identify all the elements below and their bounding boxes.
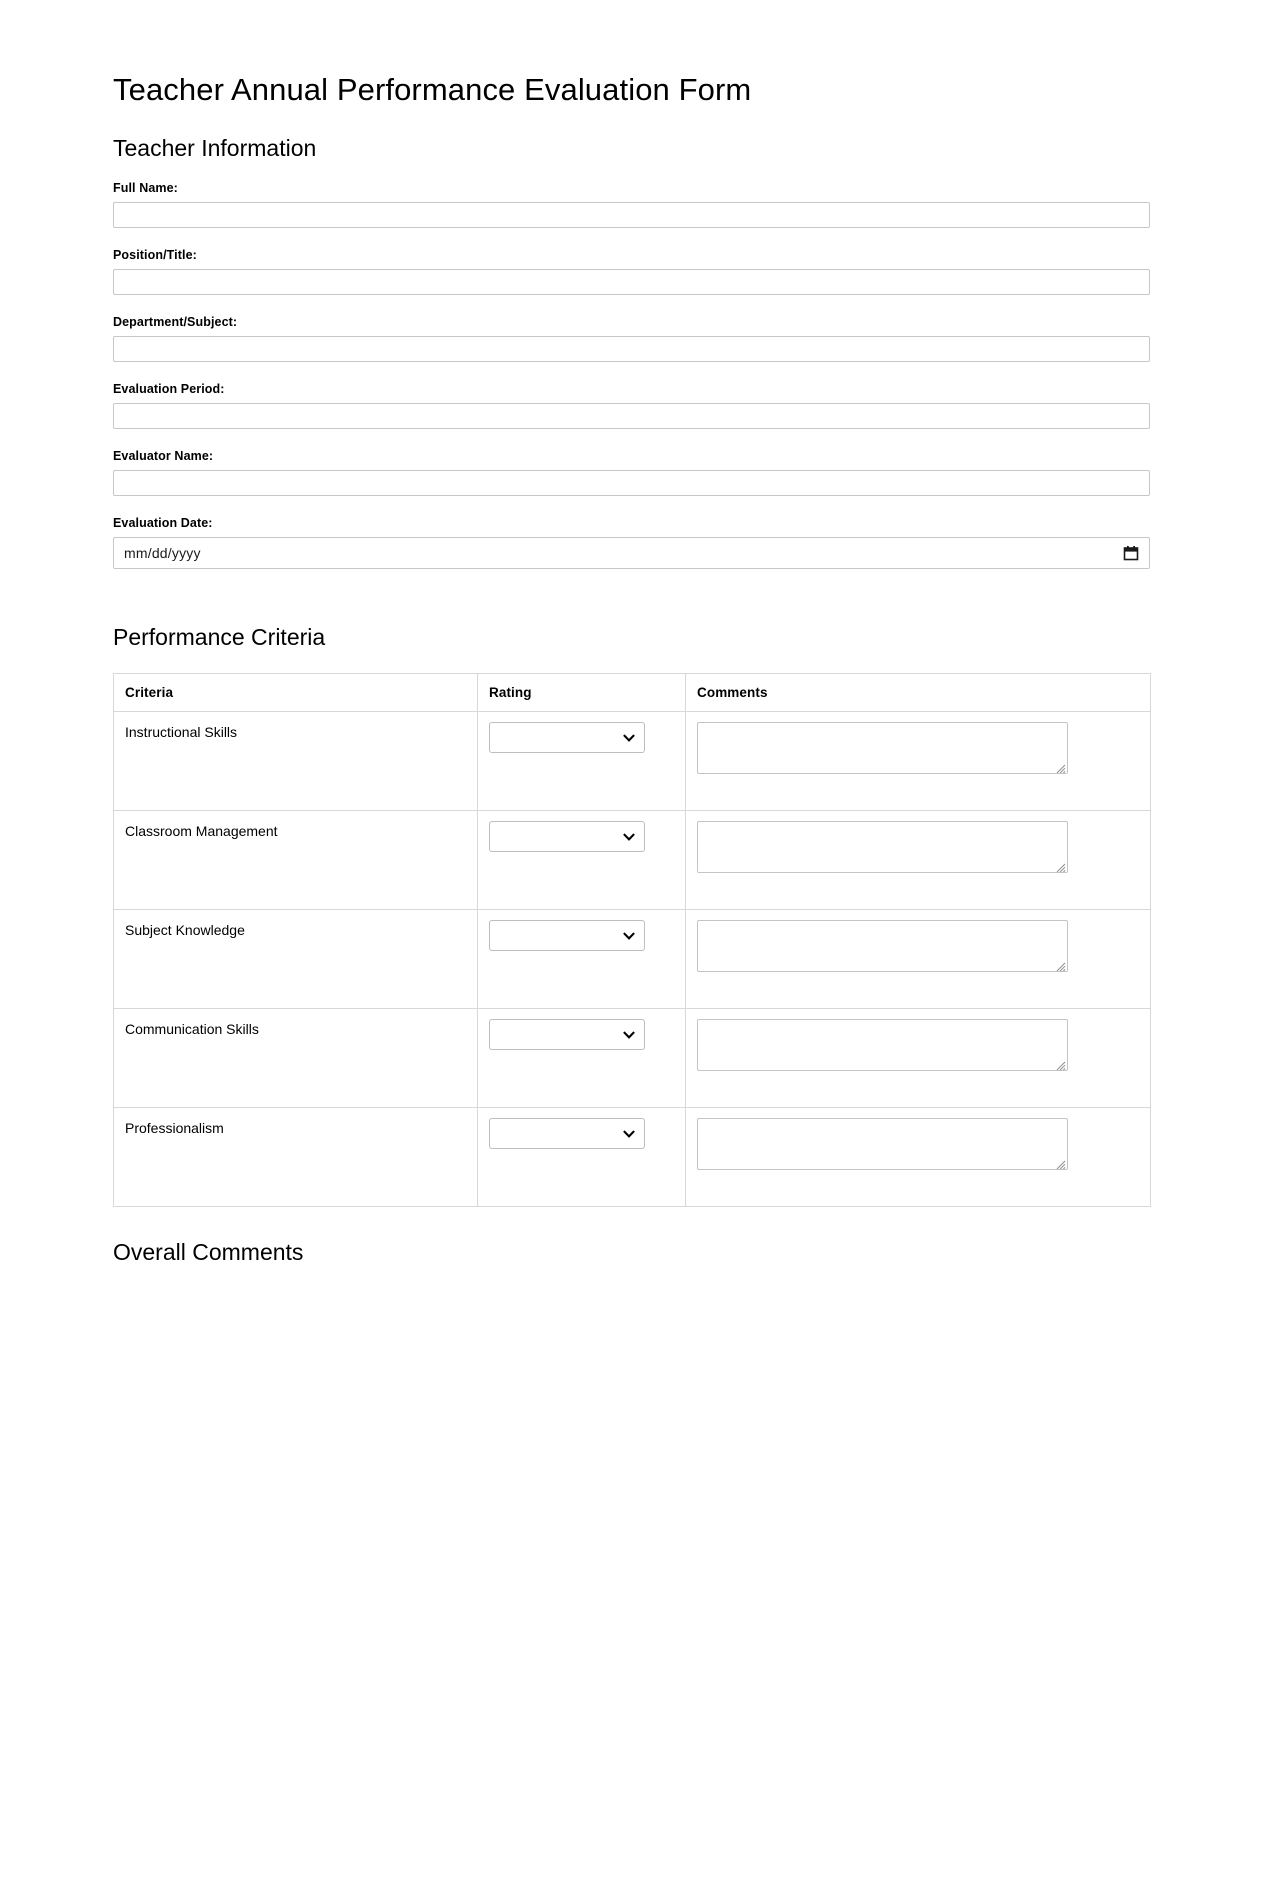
section-heading-overall-comments: Overall Comments — [113, 1238, 304, 1265]
date-placeholder-text: mm/dd/yyyy — [124, 545, 201, 562]
table-row — [114, 1008, 1151, 1107]
label-department-subject: Department/Subject: — [113, 315, 238, 330]
criteria-label-professionalism: Professionalism — [114, 1107, 478, 1206]
resize-grip-icon[interactable] — [1055, 860, 1066, 871]
page-title: Teacher Annual Performance Evaluation Form — [113, 72, 752, 107]
overall-comments-section — [113, 1239, 1150, 1265]
comments-cell — [686, 810, 1151, 909]
full-name-input[interactable] — [113, 202, 1150, 228]
column-header-comments: Comments — [686, 673, 1151, 711]
label-evaluator-name: Evaluator Name: — [113, 449, 214, 464]
rating-select-instructional-skills[interactable] — [489, 722, 645, 753]
comments-textarea-instructional-skills[interactable] — [697, 722, 1068, 774]
comments-cell — [686, 1107, 1151, 1206]
rating-cell — [478, 711, 686, 810]
comments-cell — [686, 909, 1151, 1008]
criteria-label-subject-knowledge: Subject Knowledge — [114, 909, 478, 1008]
rating-select-professionalism[interactable] — [489, 1118, 645, 1149]
chevron-down-icon — [623, 731, 635, 743]
rating-select-communication-skills[interactable] — [489, 1019, 645, 1050]
criteria-label-classroom-management: Classroom Management — [114, 810, 478, 909]
table-row — [114, 711, 1151, 810]
label-full-name: Full Name: — [113, 181, 178, 196]
comments-textarea-professionalism[interactable] — [697, 1118, 1068, 1170]
field-group-department-subject — [113, 315, 1150, 362]
table-row — [114, 810, 1151, 909]
calendar-icon[interactable] — [1123, 545, 1139, 561]
column-header-rating: Rating — [478, 673, 686, 711]
evaluation-period-input[interactable] — [113, 403, 1150, 429]
resize-grip-icon[interactable] — [1055, 1157, 1066, 1168]
column-header-criteria: Criteria — [114, 673, 478, 711]
table-header-row — [114, 673, 1151, 711]
comments-textarea-classroom-management[interactable] — [697, 821, 1068, 873]
evaluation-date-input[interactable] — [113, 537, 1150, 569]
field-group-position-title — [113, 248, 1150, 295]
chevron-down-icon — [623, 1028, 635, 1040]
position-title-input[interactable] — [113, 269, 1150, 295]
rating-select-subject-knowledge[interactable] — [489, 920, 645, 951]
chevron-down-icon — [623, 1127, 635, 1139]
table-row — [114, 1107, 1151, 1206]
chevron-down-icon — [623, 830, 635, 842]
label-evaluation-date: Evaluation Date: — [113, 516, 213, 531]
performance-criteria-table — [113, 673, 1151, 1207]
criteria-label-communication-skills: Communication Skills — [114, 1008, 478, 1107]
field-group-full-name — [113, 181, 1150, 228]
chevron-down-icon — [623, 929, 635, 941]
rating-cell — [478, 1107, 686, 1206]
performance-criteria-section — [113, 624, 1150, 1206]
section-heading-performance-criteria: Performance Criteria — [113, 624, 326, 651]
department-subject-input[interactable] — [113, 336, 1150, 362]
evaluator-name-input[interactable] — [113, 470, 1150, 496]
section-heading-teacher-information: Teacher Information — [113, 134, 317, 161]
rating-select-classroom-management[interactable] — [489, 821, 645, 852]
resize-grip-icon[interactable] — [1055, 959, 1066, 970]
table-row — [114, 909, 1151, 1008]
field-group-evaluation-period — [113, 382, 1150, 429]
field-group-evaluation-date — [113, 516, 1150, 569]
comments-cell — [686, 711, 1151, 810]
field-group-evaluator-name — [113, 449, 1150, 496]
comments-textarea-subject-knowledge[interactable] — [697, 920, 1068, 972]
label-evaluation-period: Evaluation Period: — [113, 382, 225, 397]
rating-cell — [478, 810, 686, 909]
resize-grip-icon[interactable] — [1055, 761, 1066, 772]
comments-cell — [686, 1008, 1151, 1107]
rating-cell — [478, 1008, 686, 1107]
criteria-label-instructional-skills: Instructional Skills — [114, 711, 478, 810]
label-position-title: Position/Title: — [113, 248, 197, 263]
resize-grip-icon[interactable] — [1055, 1058, 1066, 1069]
rating-cell — [478, 909, 686, 1008]
comments-textarea-communication-skills[interactable] — [697, 1019, 1068, 1071]
